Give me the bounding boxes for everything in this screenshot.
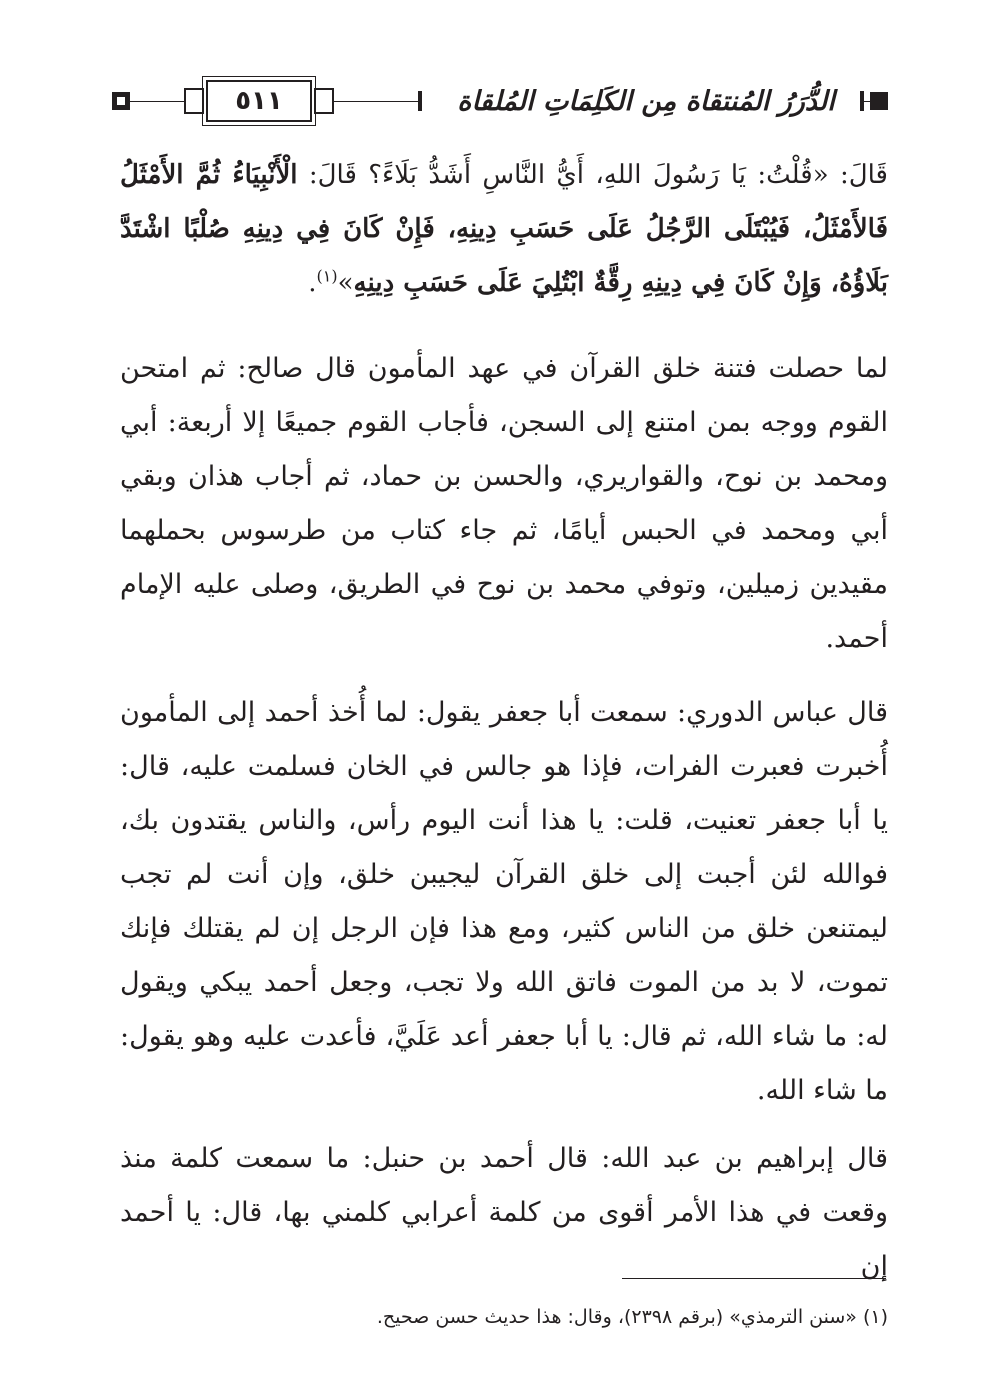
footnote: (١) «سنن الترمذي» (برقم ٢٣٩٨)، وقال: هذا حديث حسن صحيح. — [376, 1306, 888, 1328]
hadith-text: الْأَنْبِيَاءُ ثُمَّ الأَمْثَلُ فَالأَمْثَلُ، فَيُبْتَلَى الرَّجُلُ عَلَى حَسَبِ دِينِهِ، فَإِنْ كَانَ فِي دِينِهِ صُلْبًا اشْتَدَّ بَلَاؤُهُ، وَإِنْ كَانَ فِي دِينِهِ رِقَّةٌ ابْتُلِيَ عَلَى حَسَبِ دِينِهِ — [120, 160, 888, 298]
body-paragraph-3: قال عباس الدوري: سمعت أبا جعفر يقول: لما أُخذ أحمد إلى المأمون أُخبرت فعبرت الفرات، فإذا هو جالس في الخان فسلمت عليه، قال: يا أبا جعفر تعنيت، قلت: يا هذا أنت اليوم رأس، والناس يقتدون بك، فوالله لئن أجبت إلى خلق القرآن ليجيبن خلق، وإن أنت لم تجب ليمتنعن خلق من الناس كثير، ومع هذا فإن الرجل إن لم يقتلك فإنك تموت، لا بد من الموت فاتق الله ولا تجب، وجعل أحمد يبكي ويقول له: ما شاء الله، ثم قال: يا أبا جعفر أعد عَلَيَّ، فأعدت عليه وهو يقول: ما شاء الله. — [120, 697, 888, 1106]
page-number: ٥١١ — [235, 86, 283, 116]
frame-knot-ornament-right — [314, 88, 334, 114]
header-rule-middle — [334, 101, 422, 102]
footnote-separator — [622, 1278, 886, 1279]
footnote-reference: (١) — [316, 266, 338, 286]
hadith-intro: قَالَ: «قُلْتُ: يَا رَسُولَ اللهِ، أَيُّ النَّاسِ أَشَدُّ بَلَاءً؟ قَالَ: — [297, 160, 888, 190]
book-title: الدُّرَرُ المُنتقاة مِن الكَلِمَاتِ المُلقاة — [457, 86, 835, 117]
frame-knot-ornament-left — [184, 88, 204, 114]
body-paragraph-4: قال إبراهيم بن عبد الله: قال أحمد بن حنبل: ما سمعت كلمة منذ وقعت في هذا الأمر أقوى من كلمة أعرابي كلمني بها، قال: يا أحمد إن — [120, 1143, 888, 1282]
page-number-frame — [184, 80, 334, 122]
header-square-ornament-right — [870, 92, 888, 110]
hadith-end-mark: . — [308, 268, 317, 298]
hadith-quote-close: » — [337, 268, 354, 298]
body-paragraph-2: لما حصلت فتنة خلق القرآن في عهد المأمون قال صالح: ثم امتحن القوم ووجه بمن امتنع إلى السجن، فأجاب القوم جميعًا إلا أربعة: أبي ومحمد بن نوح، والقواريري، والحسن بن حماد، ثم أجاب هذان وبقي أبي ومحمد في الحبس أيامًا، ثم جاء كتاب من طرسوس بحملهما مقيدين زميلين، وتوفي محمد بن نوح في الطريق، وصلى عليه الإمام أحمد. — [120, 353, 888, 654]
running-header — [112, 78, 888, 128]
header-rule-left — [128, 101, 184, 102]
hadith-paragraph — [120, 148, 888, 310]
